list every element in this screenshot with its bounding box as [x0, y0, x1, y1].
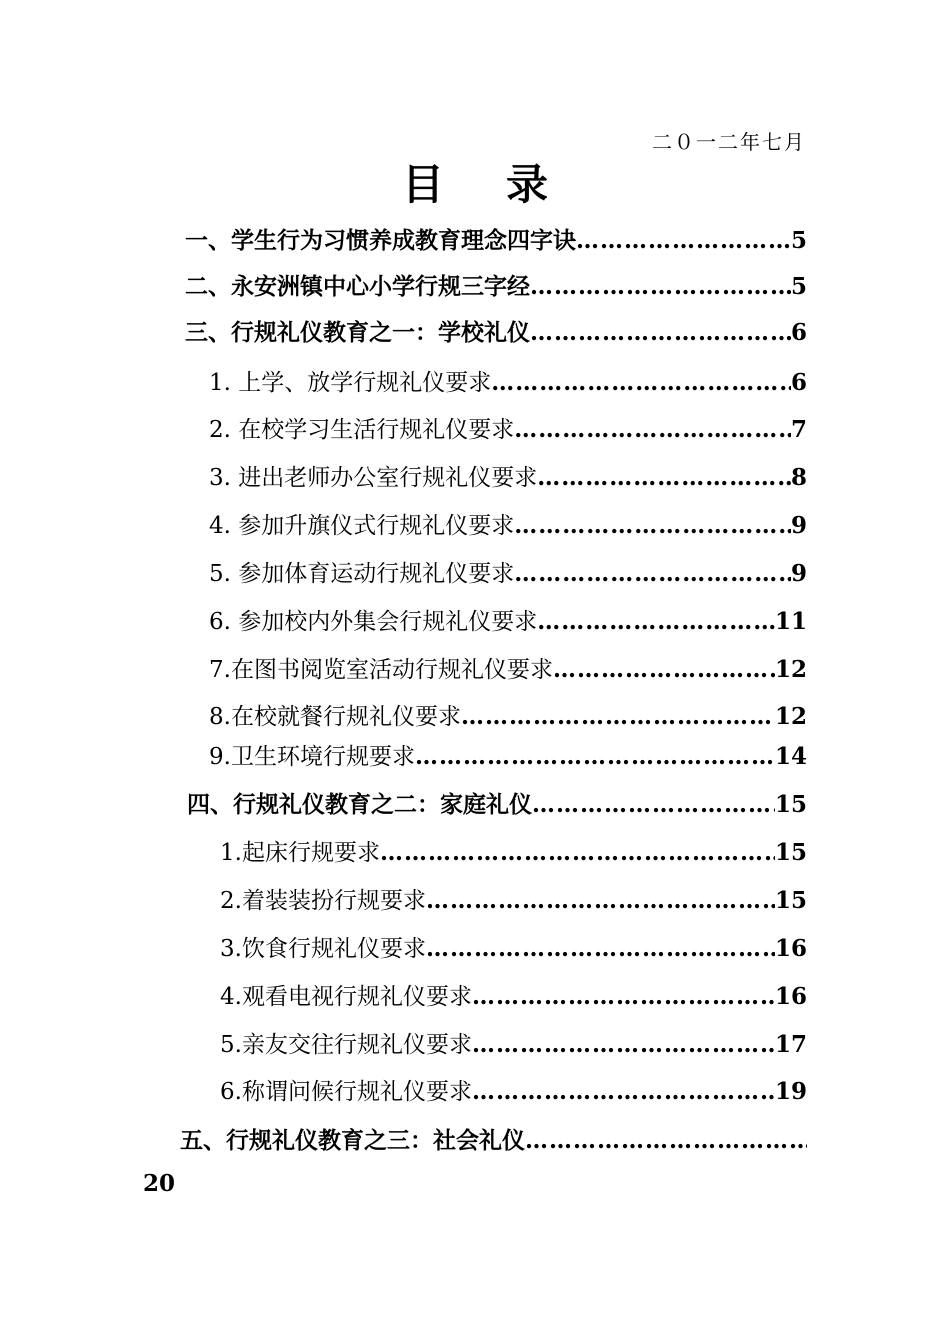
toc-entry-page: 12: [774, 656, 807, 683]
toc-entry-label: 3. 进出老师办公室行规礼仪要求: [209, 465, 538, 491]
toc-entry-label: 5.亲友交往行规礼仪要求: [220, 1032, 472, 1058]
toc-entry-3[interactable]: [185, 314, 807, 348]
toc-entry-page: 8: [790, 464, 807, 491]
toc-entry-page: 16: [774, 983, 807, 1010]
toc-entry-page: 17: [774, 1031, 807, 1058]
toc-entry-4-6[interactable]: [220, 1073, 807, 1107]
toc-entry-label: 2.着装装扮行规要求: [220, 888, 426, 914]
toc-entry-page: 16: [774, 935, 807, 962]
toc-entry-label: 2. 在校学习生活行规礼仪要求: [209, 417, 515, 443]
toc-entry-5-page: 20: [143, 1170, 176, 1197]
toc-entry-label: 7.在图书阅览室活动行规礼仪要求: [209, 657, 553, 683]
toc-entry-4-4[interactable]: [220, 978, 807, 1012]
toc-entry-label: 五、行规礼仪教育之三：社会礼仪: [180, 1127, 525, 1154]
toc-entry-page: 6: [790, 369, 807, 396]
toc-entry-page: 5: [790, 227, 807, 254]
toc-entry-label: 三、行规礼仪教育之一：学校礼仪: [185, 319, 530, 346]
toc-entry-label: 4.观看电视行规礼仪要求: [220, 984, 472, 1010]
toc-entry-1[interactable]: [185, 222, 807, 256]
toc-entry-3-9[interactable]: [209, 738, 807, 772]
toc-entry-label: 6. 参加校内外集会行规礼仪要求: [209, 609, 538, 635]
toc-entry-page: 12: [774, 703, 807, 730]
toc-entry-3-6[interactable]: [209, 603, 807, 637]
toc-entry-3-8[interactable]: [209, 698, 807, 732]
toc-entry-page: 19: [774, 1078, 807, 1105]
toc-entry-label: 3.饮食行规礼仪要求: [220, 936, 426, 962]
toc-entry-label: 二、永安洲镇中心小学行规三字经: [185, 273, 530, 300]
toc-entry-label: 1. 上学、放学行规礼仪要求: [209, 370, 492, 396]
toc-entry-3-1[interactable]: [209, 364, 807, 398]
toc-entry-5[interactable]: [180, 1122, 807, 1156]
toc-entry-4-3[interactable]: [220, 930, 807, 964]
toc-entry-page: 11: [774, 608, 807, 635]
toc-entry-label: 8.在校就餐行规礼仪要求: [209, 704, 461, 730]
toc-entry-label: 一、学生行为习惯养成教育理念四字诀: [185, 227, 576, 254]
toc-entry-3-2[interactable]: [209, 411, 807, 445]
toc-entry-page: 15: [774, 791, 807, 818]
toc-entry-page: 15: [774, 839, 807, 866]
toc-entry-3-3[interactable]: [209, 459, 807, 493]
toc-entry-page: 15: [774, 887, 807, 914]
toc-entry-4-5[interactable]: [220, 1026, 807, 1060]
toc-entry-label: 四、行规礼仪教育之二：家庭礼仪: [187, 791, 532, 818]
toc-entry-label: 9.卫生环境行规要求: [209, 744, 415, 770]
toc-entry-page: 5: [790, 273, 807, 300]
toc-entry-page: 9: [790, 560, 807, 587]
toc-entry-label: 4. 参加升旗仪式行规礼仪要求: [209, 513, 515, 539]
toc-entry-label: 5. 参加体育运动行规礼仪要求: [209, 561, 515, 587]
date-line: 二０一二年七月: [652, 130, 806, 154]
toc-entry-4[interactable]: [187, 786, 807, 820]
toc-entry-label: 1.起床行规要求: [220, 840, 380, 866]
toc-entry-4-1[interactable]: [220, 834, 807, 868]
toc-entry-label: 6.称谓问候行规礼仪要求: [220, 1079, 472, 1105]
toc-entry-2[interactable]: [185, 268, 807, 302]
toc-entry-page: 6: [790, 319, 807, 346]
toc-entry-page: 9: [790, 512, 807, 539]
toc-entry-page: 14: [774, 743, 807, 770]
toc-entry-3-4[interactable]: [209, 507, 807, 541]
toc-entry-4-2[interactable]: [220, 882, 807, 916]
toc-entry-page: 7: [790, 416, 807, 443]
toc-entry-3-7[interactable]: [209, 651, 807, 685]
toc-title: 目录: [401, 160, 610, 209]
toc-entry-3-5[interactable]: [209, 555, 807, 589]
